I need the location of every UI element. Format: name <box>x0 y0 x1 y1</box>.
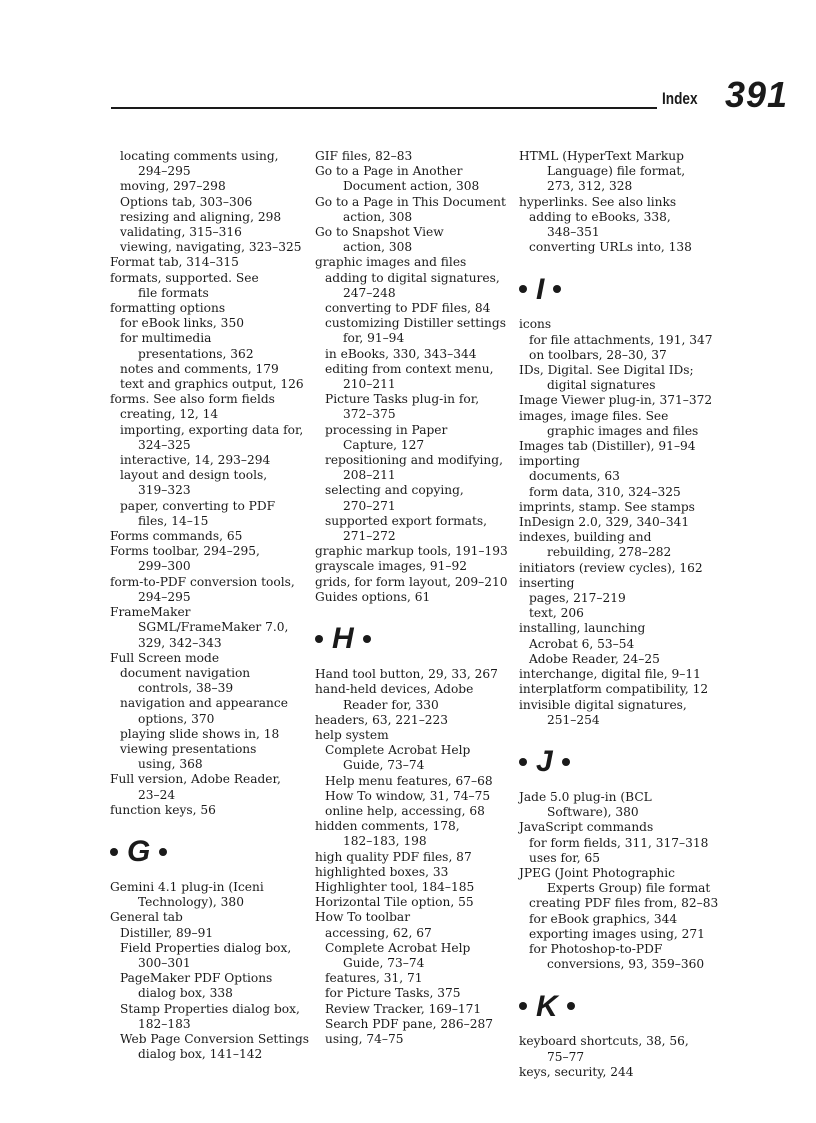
bullet-icon <box>519 758 527 766</box>
index-subentry: form data, 310, 324–325 <box>529 484 681 499</box>
letter-heading-char: J <box>536 745 553 779</box>
index-entry-continuation: digital signatures <box>547 378 656 393</box>
index-subentry: for Picture Tasks, 375 <box>325 986 461 1001</box>
index-entry-continuation: file formats <box>138 285 209 300</box>
index-subentry: validating, 315–316 <box>120 225 242 240</box>
index-entry-continuation: 23–24 <box>138 787 176 802</box>
index-entry: icons <box>519 317 552 332</box>
index-entry: grids, for form layout, 209–210 <box>315 574 508 589</box>
index-subentry: creating, 12, 14 <box>120 407 219 422</box>
bullet-icon <box>519 1002 527 1010</box>
index-entry: Horizontal Tile option, 55 <box>315 895 474 910</box>
index-subentry: selecting and copying, <box>325 483 464 498</box>
index-entry: highlighted boxes, 33 <box>315 864 449 879</box>
index-subentry: Field Properties dialog box, <box>120 940 292 955</box>
index-subentry: supported export formats, <box>325 513 488 528</box>
index-entry-continuation: Guide, 73–74 <box>343 955 425 970</box>
index-entry-continuation: 324–325 <box>138 437 191 452</box>
index-entry: Highlighter tool, 184–185 <box>315 879 475 894</box>
index-entry-continuation: 251–254 <box>547 712 600 727</box>
index-subentry: Options tab, 303–306 <box>120 194 253 209</box>
index-entry: Go to Snapshot View <box>315 225 444 240</box>
index-subentry: in eBooks, 330, 343–344 <box>325 346 477 361</box>
index-entry: grayscale images, 91–92 <box>315 559 467 574</box>
index-entry-continuation: 208–211 <box>343 468 396 483</box>
index-entry: high quality PDF files, 87 <box>315 849 472 864</box>
index-entry: Image Viewer plug-in, 371–372 <box>519 393 713 408</box>
index-entry: HTML (HyperText Markup <box>519 149 684 163</box>
index-column-3 <box>519 149 719 1080</box>
bullet-icon <box>553 285 561 293</box>
index-entry: form-to-PDF conversion tools, <box>110 574 295 589</box>
index-subentry: Distiller, 89–91 <box>120 925 214 940</box>
index-entry: graphic images and files <box>315 255 467 270</box>
index-subentry: converting URLs into, 138 <box>529 240 692 255</box>
index-entry: interchange, digital file, 9–11 <box>519 667 701 682</box>
index-subentry: Picture Tasks plug-in for, <box>325 392 480 407</box>
index-entry-continuation: 270–271 <box>343 498 396 513</box>
index-entry-continuation: 372–375 <box>343 407 396 422</box>
index-subentry: How To window, 31, 74–75 <box>325 788 491 803</box>
index-entry-continuation: 348–351 <box>547 225 600 240</box>
index-subentry: resizing and aligning, 298 <box>120 209 282 224</box>
index-subentry: playing slide shows in, 18 <box>120 726 280 741</box>
index-entry-continuation: presentations, 362 <box>138 346 254 361</box>
letter-heading <box>519 738 715 786</box>
index-subentry: Help menu features, 67–68 <box>325 773 493 788</box>
index-subentry: navigation and appearance <box>120 696 288 711</box>
index-entry-continuation: graphic images and files <box>547 423 699 438</box>
running-header <box>111 76 791 116</box>
header-section-label: Index <box>662 89 698 108</box>
bullet-icon <box>159 848 167 856</box>
index-subentry: processing in Paper <box>325 422 448 437</box>
index-entry-continuation: Language) file format, <box>547 164 686 179</box>
index-entry: IDs, Digital. See Digital IDs; <box>519 363 694 378</box>
index-subentry: editing from context menu, <box>325 361 494 376</box>
index-entry-continuation: dialog box, 141–142 <box>138 1047 263 1062</box>
index-entry-continuation: 299–300 <box>138 559 191 574</box>
index-column-1 <box>110 149 310 1062</box>
index-entry: Hand tool button, 29, 33, 267 <box>315 667 498 682</box>
index-subentry: text, 206 <box>529 606 584 621</box>
index-entry-continuation: rebuilding, 278–282 <box>547 545 672 560</box>
index-entry: JavaScript commands <box>519 820 654 835</box>
index-entry: JPEG (Joint Photographic <box>519 865 675 880</box>
index-entry-continuation: 294–295 <box>138 589 191 604</box>
index-entry: General tab <box>110 910 183 925</box>
index-entry-continuation: 294–295 <box>138 164 191 179</box>
index-entry: Forms commands, 65 <box>110 529 243 544</box>
index-subentry: documents, 63 <box>529 469 620 484</box>
header-rule <box>111 107 657 109</box>
index-subentry: for form fields, 311, 317–318 <box>529 835 709 850</box>
bullet-icon <box>567 1002 575 1010</box>
index-entry: hand-held devices, Adobe <box>315 682 474 697</box>
index-entry-continuation: action, 308 <box>343 209 413 224</box>
index-entry-continuation: 271–272 <box>343 529 396 544</box>
index-entry: interplatform compatibility, 12 <box>519 682 709 697</box>
index-entry: formatting options <box>110 301 226 316</box>
letter-heading-char: K <box>536 989 558 1023</box>
index-column-2 <box>315 149 511 1047</box>
index-entry: help system <box>315 727 389 742</box>
index-subentry: PageMaker PDF Options <box>120 971 273 986</box>
index-subentry: creating PDF files from, 82–83 <box>529 896 719 911</box>
index-subentry: exporting images using, 271 <box>529 926 705 941</box>
index-subentry: uses for, 65 <box>529 850 601 865</box>
index-entry-continuation: controls, 38–39 <box>138 681 234 696</box>
index-subentry: Acrobat 6, 53–54 <box>529 636 635 651</box>
index-entry: InDesign 2.0, 329, 340–341 <box>519 515 690 530</box>
index-entry-continuation: Reader for, 330 <box>343 697 439 712</box>
index-entry: inserting <box>519 575 575 590</box>
letter-heading <box>519 982 715 1030</box>
index-subentry: Search PDF pane, 286–287 <box>325 1016 494 1031</box>
index-subentry: paper, converting to PDF <box>120 498 276 513</box>
index-entry: GIF files, 82–83 <box>315 149 413 163</box>
index-entry-continuation: options, 370 <box>138 711 215 726</box>
index-entry: forms. See also form fields <box>110 392 275 407</box>
index-entry-continuation: 300–301 <box>138 955 191 970</box>
letter-heading <box>315 615 511 663</box>
index-entry-continuation: 210–211 <box>343 377 396 392</box>
index-entry-continuation: conversions, 93, 359–360 <box>547 957 705 972</box>
index-subentry: Complete Acrobat Help <box>325 743 471 758</box>
index-entry: indexes, building and <box>519 530 652 545</box>
index-entry-continuation: Experts Group) file format <box>547 881 711 896</box>
index-subentry: adding to digital signatures, <box>325 270 500 285</box>
index-subentry: viewing, navigating, 323–325 <box>120 240 302 255</box>
index-subentry: layout and design tools, <box>120 468 268 483</box>
index-subentry: text and graphics output, 126 <box>120 377 304 392</box>
index-entry-continuation: Technology), 380 <box>138 895 244 910</box>
bullet-icon <box>110 848 118 856</box>
index-subentry: moving, 297–298 <box>120 179 226 194</box>
letter-heading <box>519 265 715 313</box>
index-entry: headers, 63, 221–223 <box>315 712 449 727</box>
index-entry-continuation: files, 14–15 <box>138 513 209 528</box>
index-subentry: locating comments using, <box>120 149 279 163</box>
index-entry-continuation: SGML/FrameMaker 7.0, <box>138 620 289 635</box>
index-entry: formats, supported. See <box>110 270 259 285</box>
index-entry: graphic markup tools, 191–193 <box>315 544 508 559</box>
index-subentry: accessing, 62, 67 <box>325 925 432 940</box>
index-entry: images, image files. See <box>519 408 669 423</box>
index-entry-continuation: Document action, 308 <box>343 179 480 194</box>
index-subentry: importing, exporting data for, <box>120 422 304 437</box>
index-subentry: on toolbars, 28–30, 37 <box>529 347 667 362</box>
index-subentry: viewing presentations <box>120 741 257 756</box>
index-entry: installing, launching <box>519 621 646 636</box>
index-entry-continuation: 273, 312, 328 <box>547 179 633 194</box>
index-subentry: document navigation <box>120 665 251 680</box>
index-entry: Gemini 4.1 plug-in (Iceni <box>110 879 264 894</box>
index-entry: function keys, 56 <box>110 802 216 817</box>
index-subentry: adding to eBooks, 338, <box>529 209 671 224</box>
index-subentry: interactive, 14, 293–294 <box>120 453 271 468</box>
index-subentry: customizing Distiller settings <box>325 316 506 331</box>
index-subentry: converting to PDF files, 84 <box>325 301 491 316</box>
index-subentry: Review Tracker, 169–171 <box>325 1001 482 1016</box>
letter-heading-char: H <box>332 622 354 656</box>
index-subentry: Web Page Conversion Settings <box>120 1031 310 1046</box>
index-subentry: Complete Acrobat Help <box>325 940 471 955</box>
index-subentry: features, 31, 71 <box>325 971 423 986</box>
index-entry: Go to a Page in Another <box>315 164 463 179</box>
bullet-icon <box>363 635 371 643</box>
index-entry-continuation: for, 91–94 <box>343 331 405 346</box>
index-subentry: Stamp Properties dialog box, <box>120 1001 300 1016</box>
index-subentry: online help, accessing, 68 <box>325 803 485 818</box>
index-subentry: for file attachments, 191, 347 <box>529 332 713 347</box>
index-entry: keys, security, 244 <box>519 1064 634 1079</box>
index-subentry: for eBook links, 350 <box>120 316 244 331</box>
bullet-icon <box>562 758 570 766</box>
index-entry: Forms toolbar, 294–295, <box>110 544 260 559</box>
index-entry: FrameMaker <box>110 605 191 620</box>
index-entry: keyboard shortcuts, 38, 56, <box>519 1034 689 1049</box>
index-entry-continuation: action, 308 <box>343 240 413 255</box>
index-entry: imprints, stamp. See stamps <box>519 499 695 514</box>
index-entry: Full Screen mode <box>110 650 220 665</box>
index-entry: hyperlinks. See also links <box>519 194 677 209</box>
index-subentry: pages, 217–219 <box>529 591 626 606</box>
page-number: 391 <box>725 74 789 115</box>
index-entry: Images tab (Distiller), 91–94 <box>519 439 696 454</box>
index-entry-continuation: Capture, 127 <box>343 437 425 452</box>
index-subentry: for Photoshop-to-PDF <box>529 941 663 956</box>
letter-heading-char: G <box>127 835 151 869</box>
bullet-icon <box>315 635 323 643</box>
index-entry: invisible digital signatures, <box>519 697 687 712</box>
index-entry-continuation: dialog box, 338 <box>138 986 233 1001</box>
index-entry: Format tab, 314–315 <box>110 255 239 270</box>
index-subentry: for eBook graphics, 344 <box>529 911 678 926</box>
index-entry: initiators (review cycles), 162 <box>519 560 703 575</box>
index-entry-continuation: 319–323 <box>138 483 191 498</box>
index-entry-continuation: 182–183, 198 <box>343 834 427 849</box>
index-subentry: notes and comments, 179 <box>120 361 279 376</box>
index-entry: hidden comments, 178, <box>315 819 460 834</box>
index-entry: How To toolbar <box>315 910 411 925</box>
index-subentry: repositioning and modifying, <box>325 453 503 468</box>
index-entry: importing <box>519 454 580 469</box>
bullet-icon <box>519 285 527 293</box>
letter-heading <box>110 828 306 876</box>
index-entry-continuation: using, 368 <box>138 757 203 772</box>
index-subentry: for multimedia <box>120 331 212 346</box>
index-entry-continuation: 329, 342–343 <box>138 635 222 650</box>
index-entry-continuation: 182–183 <box>138 1016 191 1031</box>
index-entry: Jade 5.0 plug-in (BCL <box>519 789 652 804</box>
index-entry: Go to a Page in This Document <box>315 194 506 209</box>
letter-heading-char: I <box>536 272 545 306</box>
index-entry-continuation: 75–77 <box>547 1049 585 1064</box>
index-subentry: Adobe Reader, 24–25 <box>529 651 660 666</box>
index-entry-continuation: Software), 380 <box>547 805 639 820</box>
index-entry-continuation: Guide, 73–74 <box>343 758 425 773</box>
index-entry: Full version, Adobe Reader, <box>110 772 281 787</box>
index-subentry: using, 74–75 <box>325 1031 404 1046</box>
index-entry: Guides options, 61 <box>315 589 431 604</box>
index-entry-continuation: 247–248 <box>343 285 396 300</box>
